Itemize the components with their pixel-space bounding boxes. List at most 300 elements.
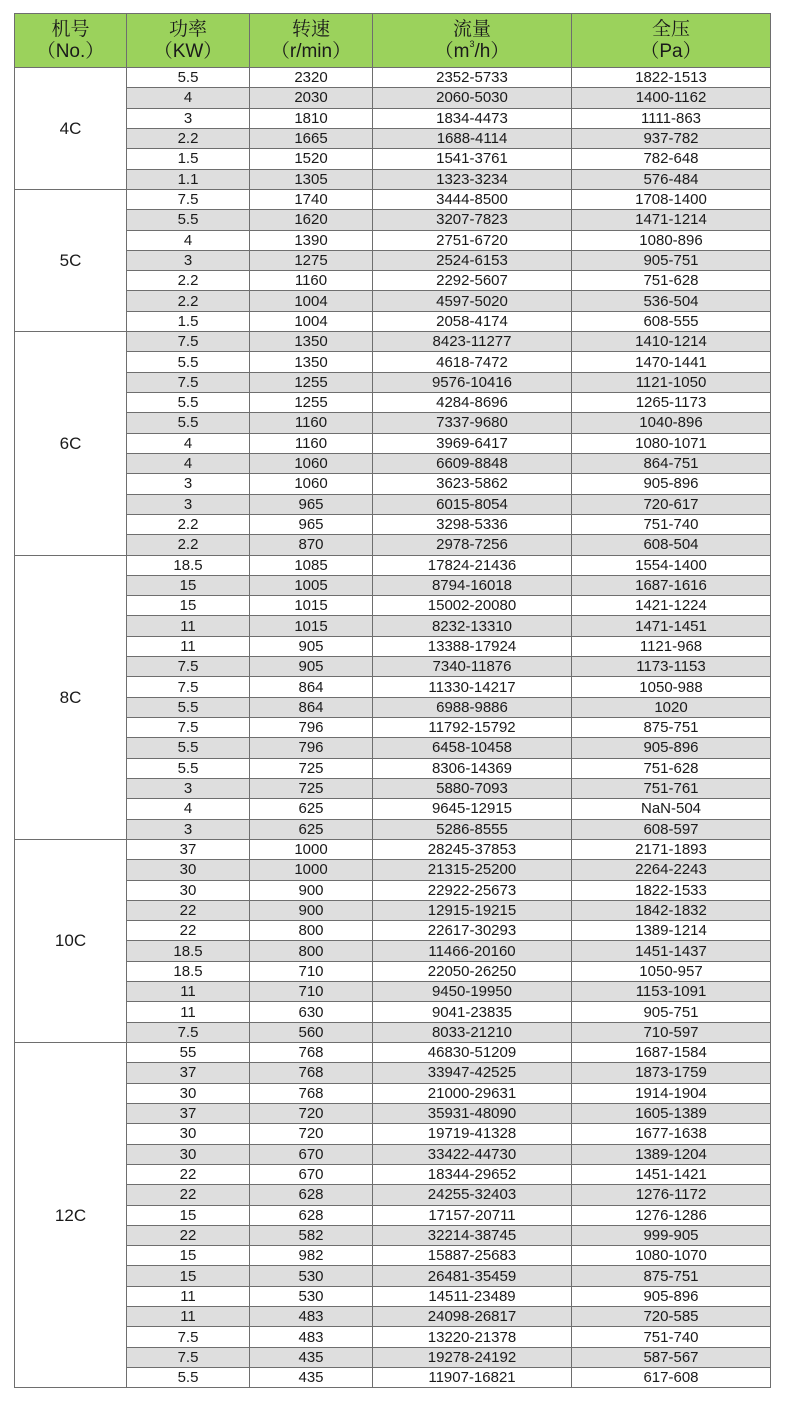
- table-row: [15, 250, 771, 270]
- table-row: [15, 636, 771, 656]
- power-cell: 2.2: [127, 514, 250, 534]
- flow-cell: 24255-32403: [373, 1185, 572, 1205]
- table-row: [15, 738, 771, 758]
- pressure-cell: 1470-1441: [572, 352, 771, 372]
- speed-cell: 1255: [250, 393, 373, 413]
- flow-cell: 21315-25200: [373, 860, 572, 880]
- table-row: [15, 657, 771, 677]
- flow-cell: 33947-42525: [373, 1063, 572, 1083]
- flow-cell: 11792-15792: [373, 718, 572, 738]
- power-cell: 7.5: [127, 677, 250, 697]
- flow-cell: 15887-25683: [373, 1246, 572, 1266]
- power-cell: 3: [127, 494, 250, 514]
- speed-cell: 560: [250, 1022, 373, 1042]
- speed-cell: 1004: [250, 291, 373, 311]
- power-cell: 37: [127, 839, 250, 859]
- power-cell: 18.5: [127, 961, 250, 981]
- table-row: [15, 616, 771, 636]
- pressure-cell: 1389-1204: [572, 1144, 771, 1164]
- flow-cell: 7337-9680: [373, 413, 572, 433]
- power-cell: 22: [127, 900, 250, 920]
- pressure-cell: 1677-1638: [572, 1124, 771, 1144]
- speed-cell: 1004: [250, 311, 373, 331]
- flow-cell: 6609-8848: [373, 453, 572, 473]
- flow-cell: 5286-8555: [373, 819, 572, 839]
- pressure-cell: 1451-1437: [572, 941, 771, 961]
- flow-cell: 2978-7256: [373, 535, 572, 555]
- table-row: [15, 961, 771, 981]
- flow-cell: 3207-7823: [373, 210, 572, 230]
- power-cell: 3: [127, 778, 250, 798]
- model-cell: 5C: [15, 189, 127, 331]
- speed-cell: 1255: [250, 372, 373, 392]
- flow-cell: 11466-20160: [373, 941, 572, 961]
- speed-cell: 800: [250, 941, 373, 961]
- pressure-cell: 1153-1091: [572, 982, 771, 1002]
- pressure-cell: 905-751: [572, 1002, 771, 1022]
- power-cell: 5.5: [127, 413, 250, 433]
- table-row: [15, 1022, 771, 1042]
- speed-cell: 768: [250, 1043, 373, 1063]
- flow-cell: 14511-23489: [373, 1286, 572, 1306]
- flow-cell: 6458-10458: [373, 738, 572, 758]
- power-cell: 15: [127, 1205, 250, 1225]
- flow-cell: 11907-16821: [373, 1368, 572, 1388]
- table-row: [15, 921, 771, 941]
- power-cell: 1.1: [127, 169, 250, 189]
- flow-cell: 8794-16018: [373, 575, 572, 595]
- speed-cell: 1160: [250, 413, 373, 433]
- flow-cell: 1541-3761: [373, 149, 572, 169]
- flow-cell: 15002-20080: [373, 596, 572, 616]
- header-speed: 转速 （r/min）: [250, 14, 373, 68]
- power-cell: 3: [127, 250, 250, 270]
- speed-cell: 720: [250, 1124, 373, 1144]
- table-row: [15, 1368, 771, 1388]
- flow-cell: 2751-6720: [373, 230, 572, 250]
- speed-cell: 900: [250, 900, 373, 920]
- header-power: 功率 （KW）: [127, 14, 250, 68]
- flow-cell: 6988-9886: [373, 697, 572, 717]
- table-row: [15, 1185, 771, 1205]
- flow-cell: 9576-10416: [373, 372, 572, 392]
- speed-cell: 1060: [250, 453, 373, 473]
- pressure-cell: 1400-1162: [572, 88, 771, 108]
- speed-cell: 630: [250, 1002, 373, 1022]
- power-cell: 11: [127, 1307, 250, 1327]
- speed-cell: 1275: [250, 250, 373, 270]
- power-cell: 7.5: [127, 1022, 250, 1042]
- flow-cell: 12915-19215: [373, 900, 572, 920]
- pressure-cell: 875-751: [572, 1266, 771, 1286]
- table-row: [15, 393, 771, 413]
- speed-cell: 625: [250, 819, 373, 839]
- flow-cell: 17824-21436: [373, 555, 572, 575]
- flow-cell: 1834-4473: [373, 108, 572, 128]
- pressure-cell: 751-761: [572, 778, 771, 798]
- table-row: [15, 718, 771, 738]
- power-cell: 11: [127, 1286, 250, 1306]
- table-row: [15, 1103, 771, 1123]
- pressure-cell: 1080-896: [572, 230, 771, 250]
- speed-cell: 725: [250, 778, 373, 798]
- flow-cell: 3298-5336: [373, 514, 572, 534]
- flow-cell: 2058-4174: [373, 311, 572, 331]
- pressure-cell: 1121-968: [572, 636, 771, 656]
- pressure-cell: 875-751: [572, 718, 771, 738]
- pressure-cell: 905-751: [572, 250, 771, 270]
- speed-cell: 1620: [250, 210, 373, 230]
- speed-cell: 2320: [250, 68, 373, 88]
- pressure-cell: 608-504: [572, 535, 771, 555]
- flow-cell: 8306-14369: [373, 758, 572, 778]
- pressure-cell: 1822-1533: [572, 880, 771, 900]
- power-cell: 4: [127, 433, 250, 453]
- speed-cell: 796: [250, 738, 373, 758]
- flow-cell: 3969-6417: [373, 433, 572, 453]
- model-cell: 10C: [15, 839, 127, 1042]
- flow-cell: 26481-35459: [373, 1266, 572, 1286]
- power-cell: 15: [127, 1266, 250, 1286]
- power-cell: 7.5: [127, 718, 250, 738]
- power-cell: 22: [127, 1185, 250, 1205]
- pressure-cell: 1873-1759: [572, 1063, 771, 1083]
- power-cell: 37: [127, 1063, 250, 1083]
- pressure-cell: 751-628: [572, 271, 771, 291]
- table-row: [15, 535, 771, 555]
- speed-cell: 1160: [250, 271, 373, 291]
- power-cell: 3: [127, 108, 250, 128]
- table-body: [15, 68, 771, 1388]
- table-row: [15, 1286, 771, 1306]
- pressure-cell: 1554-1400: [572, 555, 771, 575]
- power-cell: 30: [127, 860, 250, 880]
- speed-cell: 530: [250, 1286, 373, 1306]
- flow-cell: 8423-11277: [373, 332, 572, 352]
- power-cell: 7.5: [127, 189, 250, 209]
- speed-cell: 1160: [250, 433, 373, 453]
- flow-cell: 22922-25673: [373, 880, 572, 900]
- pressure-cell: 1471-1214: [572, 210, 771, 230]
- pressure-cell: 608-597: [572, 819, 771, 839]
- pressure-cell: 1080-1070: [572, 1246, 771, 1266]
- flow-cell: 11330-14217: [373, 677, 572, 697]
- speed-cell: 905: [250, 636, 373, 656]
- model-cell: 8C: [15, 555, 127, 839]
- speed-cell: 1015: [250, 596, 373, 616]
- table-row: [15, 1347, 771, 1367]
- power-cell: 5.5: [127, 393, 250, 413]
- table-row: [15, 697, 771, 717]
- flow-cell: 19278-24192: [373, 1347, 572, 1367]
- flow-cell: 2524-6153: [373, 250, 572, 270]
- power-cell: 7.5: [127, 372, 250, 392]
- power-cell: 30: [127, 1144, 250, 1164]
- table-row: [15, 332, 771, 352]
- pressure-cell: 1040-896: [572, 413, 771, 433]
- power-cell: 5.5: [127, 68, 250, 88]
- power-cell: 2.2: [127, 291, 250, 311]
- pressure-cell: 2171-1893: [572, 839, 771, 859]
- power-cell: 55: [127, 1043, 250, 1063]
- speed-cell: 1000: [250, 860, 373, 880]
- power-cell: 5.5: [127, 210, 250, 230]
- speed-cell: 1085: [250, 555, 373, 575]
- table-row: [15, 433, 771, 453]
- power-cell: 1.5: [127, 311, 250, 331]
- power-cell: 4: [127, 88, 250, 108]
- pressure-cell: 587-567: [572, 1347, 771, 1367]
- pressure-cell: 1050-957: [572, 961, 771, 981]
- pressure-cell: 1421-1224: [572, 596, 771, 616]
- flow-cell: 8232-13310: [373, 616, 572, 636]
- table-row: [15, 169, 771, 189]
- pressure-cell: 1121-1050: [572, 372, 771, 392]
- table-row: [15, 860, 771, 880]
- pressure-cell: 1410-1214: [572, 332, 771, 352]
- pressure-cell: 2264-2243: [572, 860, 771, 880]
- table-row: [15, 291, 771, 311]
- power-cell: 37: [127, 1103, 250, 1123]
- pressure-cell: 905-896: [572, 1286, 771, 1306]
- flow-cell: 18344-29652: [373, 1164, 572, 1184]
- flow-cell: 17157-20711: [373, 1205, 572, 1225]
- power-cell: 22: [127, 1164, 250, 1184]
- flow-cell: 5880-7093: [373, 778, 572, 798]
- flow-cell: 2292-5607: [373, 271, 572, 291]
- power-cell: 2.2: [127, 535, 250, 555]
- flow-cell: 9041-23835: [373, 1002, 572, 1022]
- pressure-cell: 1111-863: [572, 108, 771, 128]
- power-cell: 15: [127, 596, 250, 616]
- table-row: [15, 210, 771, 230]
- speed-cell: 710: [250, 982, 373, 1002]
- speed-cell: 768: [250, 1063, 373, 1083]
- table-row: [15, 1205, 771, 1225]
- table-row: [15, 1063, 771, 1083]
- speed-cell: 905: [250, 657, 373, 677]
- power-cell: 11: [127, 636, 250, 656]
- speed-cell: 483: [250, 1307, 373, 1327]
- speed-cell: 1390: [250, 230, 373, 250]
- flow-cell: 9450-19950: [373, 982, 572, 1002]
- speed-cell: 870: [250, 535, 373, 555]
- model-cell: 12C: [15, 1043, 127, 1388]
- table-row: [15, 149, 771, 169]
- table-row: [15, 68, 771, 88]
- flow-cell: 4284-8696: [373, 393, 572, 413]
- flow-cell: 2352-5733: [373, 68, 572, 88]
- speed-cell: 864: [250, 677, 373, 697]
- table-row: [15, 128, 771, 148]
- table-row: [15, 453, 771, 473]
- power-cell: 7.5: [127, 657, 250, 677]
- power-cell: 5.5: [127, 1368, 250, 1388]
- flow-cell: 13220-21378: [373, 1327, 572, 1347]
- table-header: [15, 14, 771, 68]
- table-row: [15, 1124, 771, 1144]
- speed-cell: 435: [250, 1368, 373, 1388]
- model-cell: 6C: [15, 332, 127, 555]
- flow-cell: 21000-29631: [373, 1083, 572, 1103]
- flow-cell: 28245-37853: [373, 839, 572, 859]
- flow-cell: 35931-48090: [373, 1103, 572, 1123]
- table-row: [15, 941, 771, 961]
- power-cell: 4: [127, 799, 250, 819]
- speed-cell: 1810: [250, 108, 373, 128]
- speed-cell: 796: [250, 718, 373, 738]
- pressure-cell: 1265-1173: [572, 393, 771, 413]
- speed-cell: 1520: [250, 149, 373, 169]
- table-row: [15, 494, 771, 514]
- pressure-cell: 720-585: [572, 1307, 771, 1327]
- flow-cell: 3623-5862: [373, 474, 572, 494]
- flow-cell: 24098-26817: [373, 1307, 572, 1327]
- table-row: [15, 352, 771, 372]
- pressure-cell: 751-740: [572, 514, 771, 534]
- flow-cell: 33422-44730: [373, 1144, 572, 1164]
- flow-cell: 4597-5020: [373, 291, 572, 311]
- power-cell: 3: [127, 819, 250, 839]
- power-cell: 30: [127, 1124, 250, 1144]
- table-row: [15, 880, 771, 900]
- table-row: [15, 1246, 771, 1266]
- speed-cell: 982: [250, 1246, 373, 1266]
- speed-cell: 720: [250, 1103, 373, 1123]
- header-model: 机号 （No.）: [15, 14, 127, 68]
- pressure-cell: 1605-1389: [572, 1103, 771, 1123]
- pressure-cell: 1173-1153: [572, 657, 771, 677]
- pressure-cell: NaN-504: [572, 799, 771, 819]
- flow-unit: $(m^3/h)$: [434, 39, 510, 62]
- pressure-cell: 1914-1904: [572, 1083, 771, 1103]
- table-row: [15, 555, 771, 575]
- table-row: [15, 1164, 771, 1184]
- table-row: [15, 514, 771, 534]
- power-cell: 5.5: [127, 738, 250, 758]
- table-row: [15, 596, 771, 616]
- pressure-cell: 905-896: [572, 738, 771, 758]
- fan-performance-table: [14, 13, 771, 1388]
- model-cell: 4C: [15, 68, 127, 190]
- pressure-cell: 1020: [572, 697, 771, 717]
- flow-cell: 1323-3234: [373, 169, 572, 189]
- table-row: [15, 819, 771, 839]
- speed-cell: 1350: [250, 332, 373, 352]
- table-row: [15, 271, 771, 291]
- pressure-cell: 751-740: [572, 1327, 771, 1347]
- pressure-cell: 1276-1286: [572, 1205, 771, 1225]
- table-row: [15, 1083, 771, 1103]
- power-cell: 11: [127, 616, 250, 636]
- table-row: [15, 900, 771, 920]
- power-cell: 2.2: [127, 128, 250, 148]
- table-row: [15, 1002, 771, 1022]
- power-cell: 15: [127, 575, 250, 595]
- table-row: [15, 1307, 771, 1327]
- speed-cell: 800: [250, 921, 373, 941]
- flow-cell: 1688-4114: [373, 128, 572, 148]
- table-row: [15, 230, 771, 250]
- speed-cell: 965: [250, 494, 373, 514]
- flow-cell: 7340-11876: [373, 657, 572, 677]
- speed-cell: 435: [250, 1347, 373, 1367]
- power-cell: 7.5: [127, 1327, 250, 1347]
- power-cell: 7.5: [127, 332, 250, 352]
- pressure-cell: 617-608: [572, 1368, 771, 1388]
- speed-cell: 670: [250, 1144, 373, 1164]
- power-cell: 5.5: [127, 697, 250, 717]
- table-row: [15, 758, 771, 778]
- speed-cell: 530: [250, 1266, 373, 1286]
- speed-cell: 768: [250, 1083, 373, 1103]
- pressure-cell: 1471-1451: [572, 616, 771, 636]
- table-row: [15, 1327, 771, 1347]
- power-cell: 5.5: [127, 352, 250, 372]
- pressure-cell: 1050-988: [572, 677, 771, 697]
- flow-cell: 9645-12915: [373, 799, 572, 819]
- pressure-cell: 536-504: [572, 291, 771, 311]
- flow-cell: 46830-51209: [373, 1043, 572, 1063]
- table-row: [15, 372, 771, 392]
- flow-cell: 3444-8500: [373, 189, 572, 209]
- table-row: [15, 982, 771, 1002]
- speed-cell: 965: [250, 514, 373, 534]
- speed-cell: 1005: [250, 575, 373, 595]
- pressure-cell: 1687-1616: [572, 575, 771, 595]
- table-row: [15, 1043, 771, 1063]
- pressure-cell: 1708-1400: [572, 189, 771, 209]
- pressure-cell: 937-782: [572, 128, 771, 148]
- pressure-cell: 608-555: [572, 311, 771, 331]
- power-cell: 15: [127, 1246, 250, 1266]
- flow-cell: 22617-30293: [373, 921, 572, 941]
- table-row: [15, 108, 771, 128]
- table-row: [15, 1144, 771, 1164]
- pressure-cell: 782-648: [572, 149, 771, 169]
- pressure-cell: 1842-1832: [572, 900, 771, 920]
- speed-cell: 710: [250, 961, 373, 981]
- flow-cell: 22050-26250: [373, 961, 572, 981]
- power-cell: 5.5: [127, 758, 250, 778]
- flow-cell: 32214-38745: [373, 1225, 572, 1245]
- table-row: [15, 189, 771, 209]
- speed-cell: 725: [250, 758, 373, 778]
- speed-cell: 670: [250, 1164, 373, 1184]
- table-row: [15, 474, 771, 494]
- flow-cell: 2060-5030: [373, 88, 572, 108]
- header-row: [15, 14, 771, 68]
- speed-cell: 900: [250, 880, 373, 900]
- header-flow: 流量 $(m^3/h)$: [373, 14, 572, 68]
- speed-cell: 1350: [250, 352, 373, 372]
- speed-cell: 2030: [250, 88, 373, 108]
- flow-cell: 8033-21210: [373, 1022, 572, 1042]
- speed-cell: 1740: [250, 189, 373, 209]
- power-cell: 11: [127, 1002, 250, 1022]
- speed-cell: 628: [250, 1185, 373, 1205]
- table-row: [15, 1225, 771, 1245]
- pressure-cell: 905-896: [572, 474, 771, 494]
- speed-cell: 1000: [250, 839, 373, 859]
- speed-cell: 1665: [250, 128, 373, 148]
- header-pressure: 全压 （Pa）: [572, 14, 771, 68]
- power-cell: 30: [127, 880, 250, 900]
- pressure-cell: 999-905: [572, 1225, 771, 1245]
- power-cell: 11: [127, 982, 250, 1002]
- power-cell: 1.5: [127, 149, 250, 169]
- pressure-cell: 710-597: [572, 1022, 771, 1042]
